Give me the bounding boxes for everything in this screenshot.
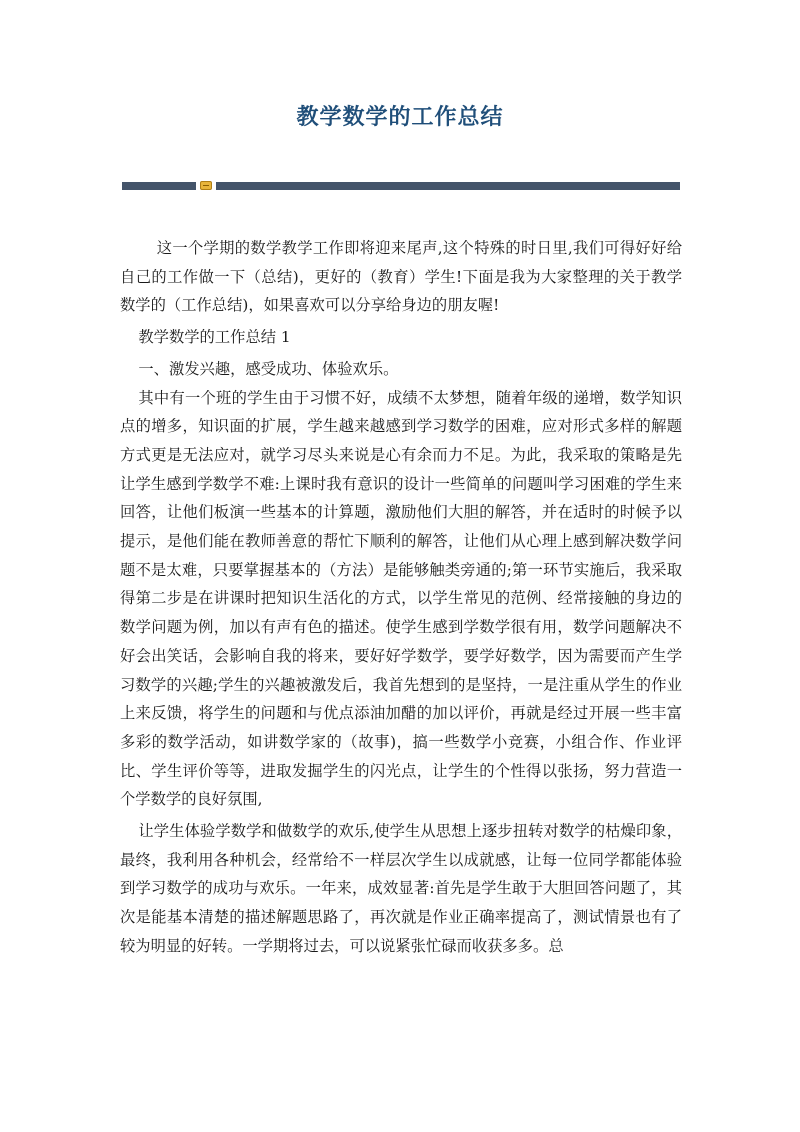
title-divider xyxy=(122,182,680,190)
paragraph-1: 其中有一个班的学生由于习惯不好，成绩不太梦想，随着年级的递增，数学知识点的增多，知识面的扩展，学生越来越感到学习数学的困难，应对形式多样的解题方式更是无法应对，就学习尽头来说是心有余而力不足。为此，我采取的策略是先让学生感到学数学不难:上课时我有意识的设计一些简单的问题叫学习困难的学生来回答，让他们板演一些基本的计算题，激励他们大胆的解答，并在适时的时候予以提示，是他们能在教师善意的帮忙下顺利的解答，让他们从心理上感到解决数学问题不是太难，只要掌握基本的（方法）是能够触类旁通的;第一环节实施后，我采取得第二步是在讲课时把知识生活化的方式，以学生常见的范例、经常接触的身边的数学问题为例，加以有声有色的描述。使学生感到学数学很有用，数学问题解决不好会出笑话，会影响自我的将来，要好好学数学，要学好数学，因为需要而产生学习数学的兴趣;学生的兴趣被激发后，我首先想到的是坚持，一是注重从学生的作业上来反馈，将学生的问题和与优点添油加醋的加以评价，再就是经过开展一些丰富多彩的数学活动，如讲数学家的（故事)，搞一些数学小竞赛，小组合作、作业评比、学生评价等等，进取发掘学生的闪光点，让学生的个性得以张扬，努力营造一个学数学的良好氛围, xyxy=(120,388,682,809)
section-title: 教学数学的工作总结 1 xyxy=(138,328,291,347)
intro-paragraph: 这一个学期的数学教学工作即将迎来尾声,这个特殊的时日里,我们可得好好给自己的工作做一下（总结)，更好的（教育）学生!下面是我为大家整理的关于教学数学的（工作总结)，如果喜欢可以分享给身边的朋友喔! xyxy=(120,239,682,315)
paragraph-2: 让学生体验学数学和做数学的欢乐,使学生从思想上逐步扭转对数学的枯燥印象，最终，我利用各种机会，经常给不一样层次学生以成就感，让每一位同学都能体验到学习数学的成功与欢乐。一年来，成效显著:首先是学生敢于大胆回答问题了，其次是能基本清楚的描述解题思路了，再次就是作业正确率提高了，测试情景也有了较为明显的好转。一学期将过去，可以说紧张忙碌而收获多多。总 xyxy=(120,822,682,955)
heading-1: 一、激发兴趣，感受成功、体验欢乐。 xyxy=(138,359,399,378)
document-title: 教学数学的工作总结 xyxy=(296,105,504,130)
document-body xyxy=(120,234,682,961)
divider-bar-left xyxy=(122,182,196,190)
divider-bar-right xyxy=(216,182,680,190)
pencil-emblem-icon xyxy=(200,181,212,190)
